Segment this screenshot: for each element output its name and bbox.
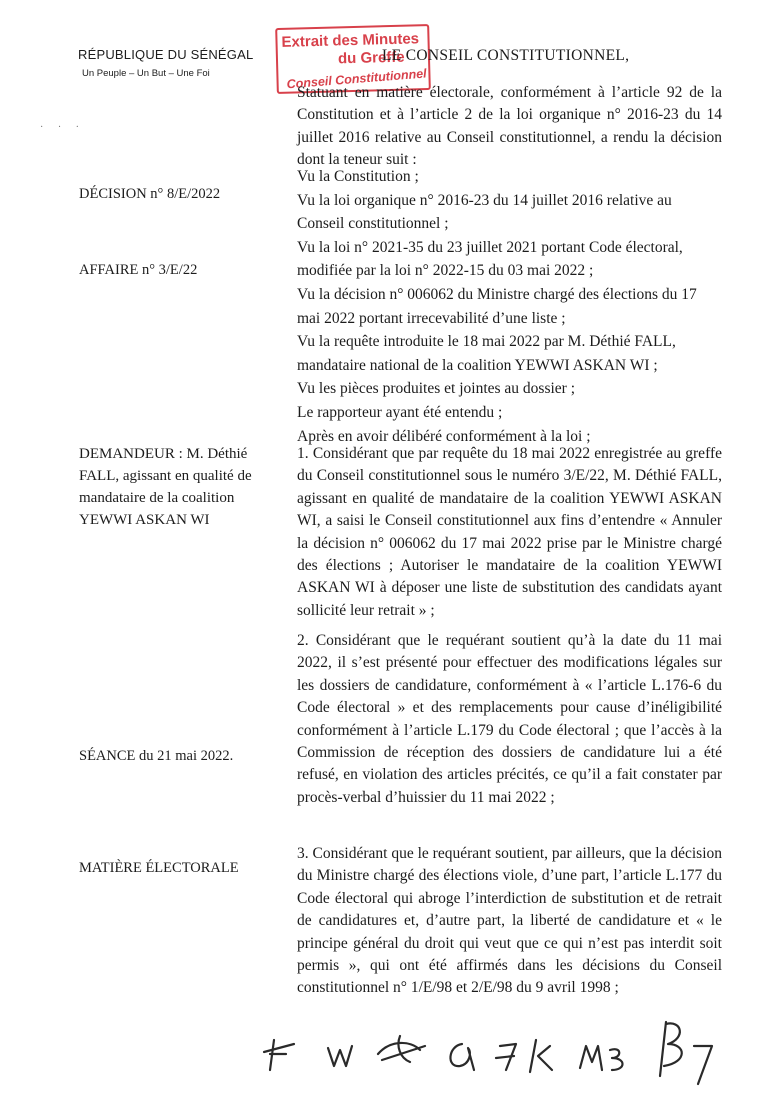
demandeur-label: DEMANDEUR :	[79, 446, 187, 462]
affaire-number: AFFAIRE n° 3/E/22	[79, 262, 198, 278]
republic-title: RÉPUBLIQUE DU SÉNÉGAL	[78, 47, 254, 62]
demandeur-text: M. Déthié FALL, agissant en qualité de mandataire de la coalition YEWWI ASKAN WI	[79, 446, 252, 528]
considerant-1	[297, 443, 722, 622]
visa-item: Vu la Constitution ;	[297, 168, 419, 185]
visa-item: Le rapporteur ayant été entendu ;	[297, 403, 503, 421]
intro-paragraph	[297, 82, 722, 172]
considerant-text: 2. Considérant que le requérant soutient qu’à la date du 11 mai 2022, il s’est présenté pour effectuer des modifications légales sur les dossiers de candidature, conformément à « l’article L.176-6 du Code électoral » et des remplacements pour cause d’inéligibilité conformément à l’article L.179 du Code électoral ; que l’accès à la Commission de réception des dossiers de candidature lui a été refusé, en violation des articles précités, ce qu’il a fait constater par procès-verbal d’huissier du 11 mai 2022 ;	[297, 632, 722, 806]
visa-item: Vu la décision n° 006062 du Ministre chargé des élections du 17 mai 2022 portant irrecevabilité d’une liste ;	[297, 285, 697, 327]
visa-item: Vu la loi organique n° 2016-23 du 14 juillet 2016 relative au Conseil constitutionnel ;	[297, 191, 672, 233]
intro-text: Statuant en matière électorale, conformément à l’article 92 de la Constitution et à l’article 2 de la loi organique n° 2016-23 du 14 juillet 2016 relative au Conseil constitutionnel, a rendu la décision dont la teneur suit :	[297, 84, 722, 169]
considerant-text: 3. Considérant que le requérant soutient, par ailleurs, que la décision du Ministre chargé des élections viole, d’une part, l’article L.177 du Code électoral qui abroge l’interdiction de substitution et de retrait de candidatures et, d’autre part, la liberté de candidature et « le principe général du droit qui veut que ce qui n’est pas interdit soit permis », qui ont été affirmés dans les décisions du Conseil constitutionnel n° 1/E/98 et 2/E/98 du 9 avril 1998 ;	[297, 845, 722, 997]
handwritten-initials	[250, 1010, 770, 1090]
stamp-line-3: Conseil Constitutionnel	[286, 66, 428, 92]
visa-item: Après en avoir délibéré conformément à la loi ;	[297, 427, 591, 445]
stamp-line-1: Extrait des Minutes	[281, 30, 420, 51]
considerant-2	[297, 630, 722, 809]
demandeur-block	[79, 443, 257, 531]
scan-speckle: · · ·	[40, 122, 85, 133]
visa-item: Vu les pièces produites et jointes au dossier ;	[297, 380, 576, 398]
seance-date: SÉANCE du 21 mai 2022.	[79, 748, 234, 764]
visa-item: Vu la loi n° 2021-35 du 23 juillet 2021 portant Code électoral, modifiée par la loi n° 2022-15 du 03 mai 2022 ;	[297, 238, 683, 280]
national-motto: Un Peuple – Un But – Une Foi	[82, 68, 210, 79]
considerant-text: 1. Considérant que par requête du 18 mai 2022 enregistrée au greffe du Conseil constitutionnel sous le numéro 3/E/22, M. Déthié FALL, agissant en qualité de mandataire de la coalition YEWWI ASKAN WI, a saisi le Conseil constitutionnel aux fins d’entendre « Annuler la décision n° 006062 du 17 mai 2022 prise par le Ministre chargé des élections ; Autoriser le mandataire de la coalition YEWWI ASKAN WI à déposer une liste de substitution des candidats ayant sollicité leur retrait » ;	[297, 445, 722, 619]
court-title: LE CONSEIL CONSTITUTIONNEL,	[382, 47, 630, 64]
stamp-line-2: du Greffe	[337, 48, 405, 68]
considerant-3	[297, 843, 722, 1000]
visas-list	[297, 165, 722, 448]
visa-item: Vu la requête introduite le 18 mai 2022 par M. Déthié FALL, mandataire national de la coalition YEWWI ASKAN WI ;	[297, 333, 676, 374]
matiere-label: MATIÈRE ÉLECTORALE	[79, 860, 239, 876]
decision-number: DÉCISION n° 8/E/2022	[79, 186, 221, 202]
